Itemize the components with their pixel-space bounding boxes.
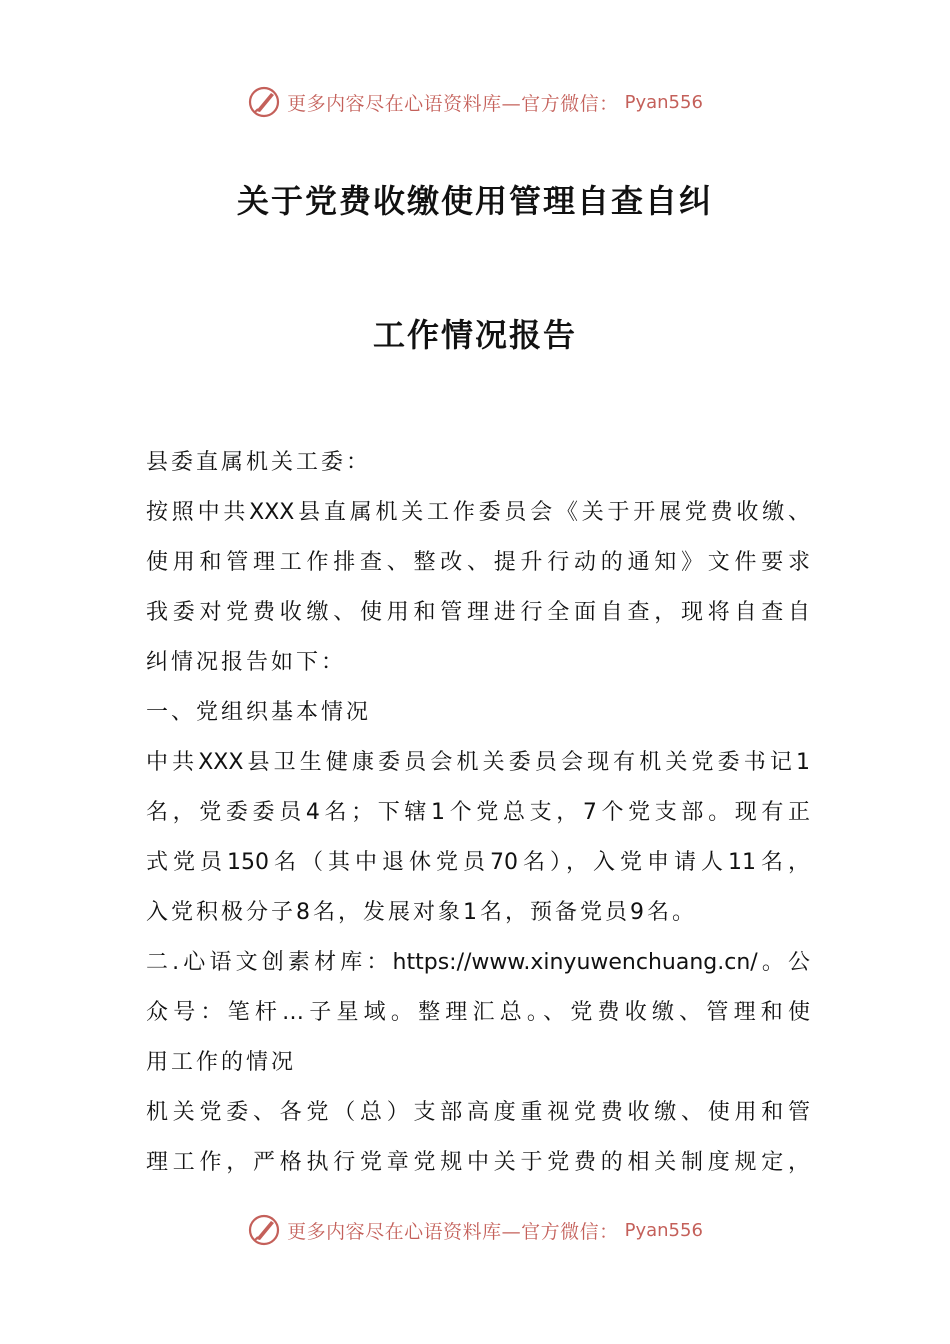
- body-line: 理工作，严格执行党章党规中关于党费的相关制度规定，: [146, 1150, 810, 1175]
- watermark-text: 更多内容尽在心语资料库—官方微信：: [287, 92, 619, 115]
- section-heading-2-line: 众号：笔杆…子星域。整理汇总。、党费收缴、管理和使: [146, 1000, 810, 1025]
- watermark-banner-bottom: [0, 1210, 950, 1250]
- section-heading-1: 一、党组织基本情况: [146, 700, 372, 725]
- body-line: 式党员150名（其中退休党员70名），入党申请人11名，: [146, 850, 810, 875]
- body-line: 按照中共XXX县直属机关工作委员会《关于开展党费收缴、: [146, 500, 810, 525]
- body-line: 名，党委委员4名；下辖1个党总支，7个党支部。现有正: [146, 800, 810, 825]
- body-line: 中共XXX县卫生健康委员会机关委员会现有机关党委书记1: [146, 750, 810, 775]
- document-body: [146, 438, 810, 1188]
- document-title-line-1: 关于党费收缴使用管理自查自纠: [236, 182, 713, 220]
- body-line: 入党积极分子8名，发展对象1名，预备党员9名。: [146, 900, 697, 925]
- watermark-text: 更多内容尽在心语资料库—官方微信：: [287, 1220, 619, 1243]
- watermark-banner-top: [0, 82, 950, 122]
- section-heading-2-line: 用工作的情况: [146, 1050, 297, 1075]
- body-line: 我委对党费收缴、使用和管理进行全面自查，现将自查自: [146, 600, 810, 625]
- watermark-wechat-id: Pyan556: [624, 1219, 703, 1241]
- body-line-salutation: 县委直属机关工委：: [146, 450, 372, 475]
- quill-pen-circle-icon: [247, 85, 281, 119]
- watermark-wechat-id: Pyan556: [624, 91, 703, 113]
- body-line: 机关党委、各党（总）支部高度重视党费收缴、使用和管: [146, 1100, 810, 1125]
- quill-pen-circle-icon: [247, 1213, 281, 1247]
- body-line: 纠情况报告如下：: [146, 650, 347, 675]
- section-heading-2-line: 二.心语文创素材库：https://www.xinyuwenchuang.cn/。公: [146, 950, 810, 975]
- document-title-line-2: 工作情况报告: [372, 316, 577, 354]
- body-line: 使用和管理工作排查、整改、提升行动的通知》文件要求: [146, 550, 810, 575]
